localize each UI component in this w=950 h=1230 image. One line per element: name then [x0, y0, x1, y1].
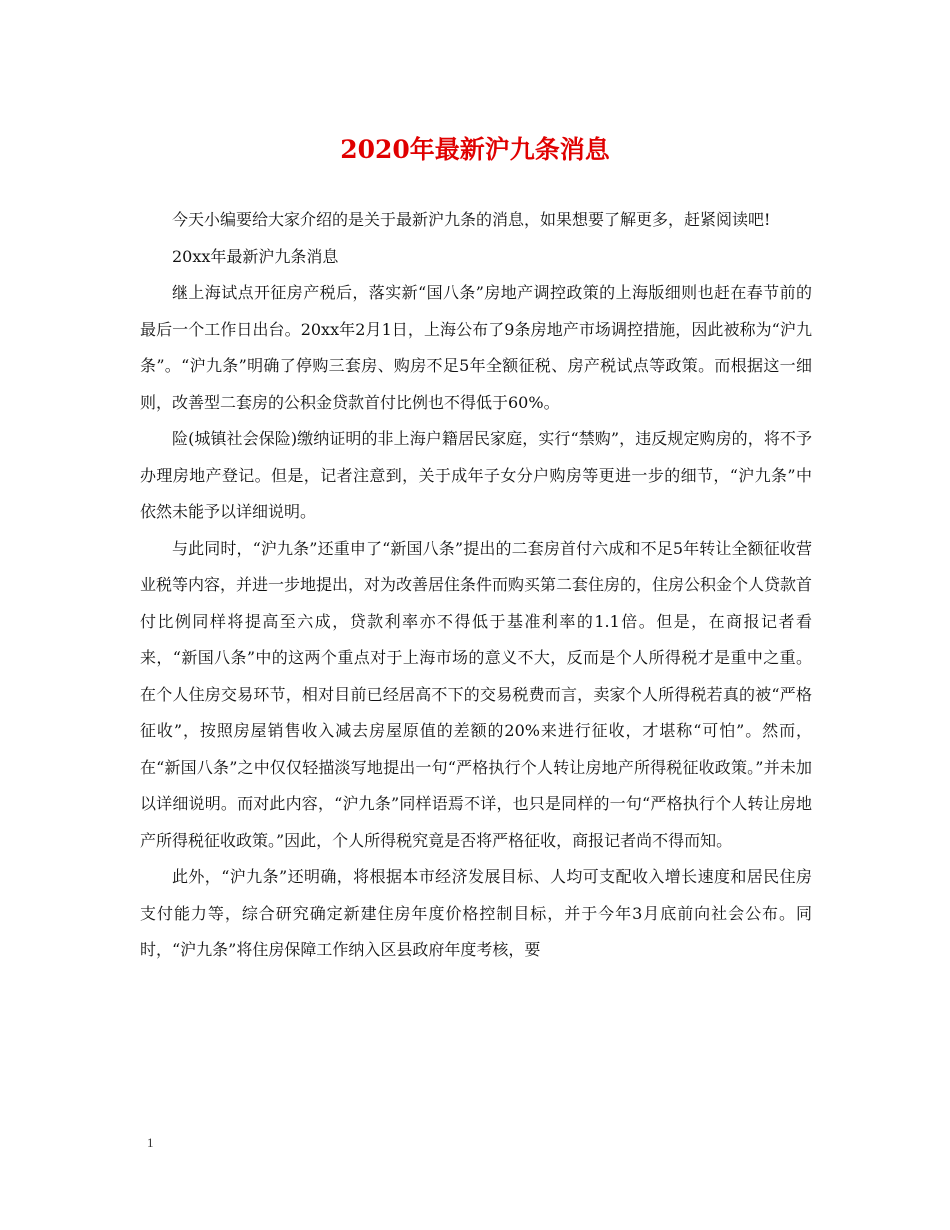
- document-body: [140, 202, 812, 969]
- body-paragraph: 与此同时，“沪九条”还重申了“新国八条”提出的二套房首付六成和不足5年转让全额征收营业税等内容，并进一步地提出，对为改善居住条件而购买第二套住房的，住房公积金个人贷款首付比例同样将提高至六成，贷款利率亦不得低于基准利率的1.1倍。但是，在商报记者看来，“新国八条”中的这两个重点对于上海市场的意义不大，反而是个人所得税才是重中之重。在个人住房交易环节，相对目前已经居高不下的交易税费而言，卖家个人所得税若真的被“严格征收”，按照房屋销售收入减去房屋原值的差额的20%来进行征收，才堪称“可怕”。然而，在“新国八条”之中仅仅轻描淡写地提出一句“严格执行个人转让房地产所得税征收政策。”并未加以详细说明。而对此内容，“沪九条”同样语焉不详，也只是同样的一句“严格执行个人转让房地产所得税征收政策。”因此，个人所得税究竟是否将严格征收，商报记者尚不得而知。: [140, 538, 813, 850]
- body-paragraph: 继上海试点开征房产税后，落实新“国八条”房地产调控政策的上海版细则也赶在春节前的最后一个工作日出台。20xx年2月1日，上海公布了9条房地产市场调控措施，因此被称为“沪九条”。“沪九条”明确了停购三套房、购房不足5年全额征税、房产税试点等政策。而根据这一细则，改善型二套房的公积金贷款首付比例也不得低于60%。: [140, 283, 812, 412]
- document-title: 2020年最新沪九条消息: [340, 135, 610, 164]
- intro-paragraph: 今天小编要给大家介绍的是关于最新沪九条的消息，如果想要了解更多，赶紧阅读吧!: [172, 210, 771, 229]
- body-paragraph: 险(城镇社会保险)缴纳证明的非上海户籍居民家庭，实行“禁购”，违反规定购房的，将不予办理房地产登记。但是，记者注意到，关于成年子女分户购房等更进一步的细节，“沪九条”中依然未能予以详细说明。: [140, 429, 812, 521]
- body-paragraph: 此外，“沪九条”还明确，将根据本市经济发展目标、人均可支配收入增长速度和居民住房支付能力等，综合研究确定新建住房年度价格控制目标，并于今年3月底前向社会公布。同时，“沪九条”将住房保障工作纳入区县政府年度考核，要: [140, 867, 812, 959]
- section-heading: 20xx年最新沪九条消息: [172, 246, 339, 266]
- page-number: 1: [147, 1135, 154, 1150]
